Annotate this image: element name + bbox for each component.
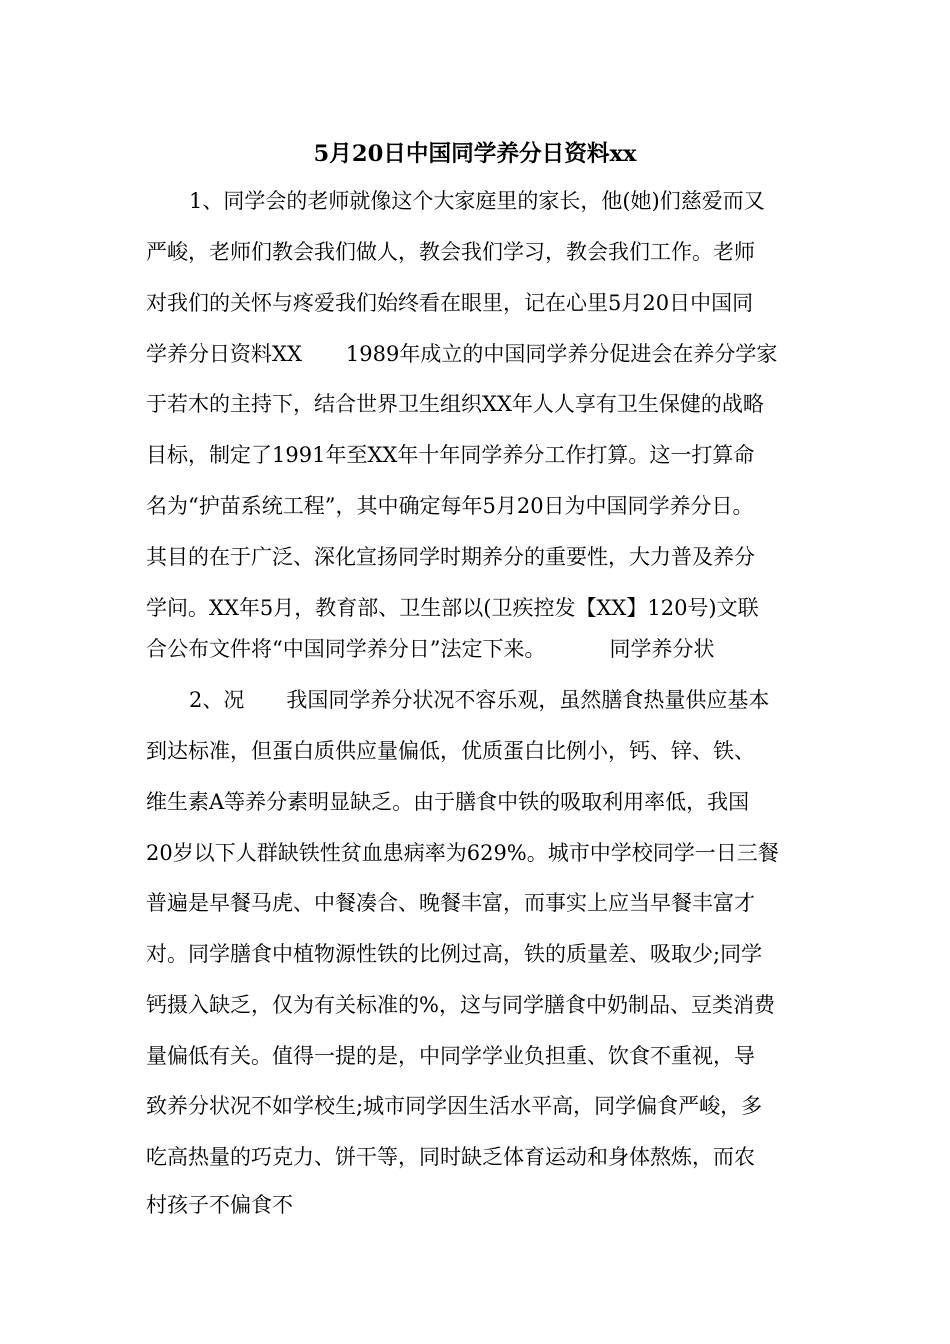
text-line: 其目的在于广泛、深化宣扬同学时期养分的重要性，大力普及养分 (146, 545, 755, 569)
text-line: 吃高热量的巧克力、饼干等，同时缺乏体育运动和身体熬炼，而农 (146, 1145, 755, 1169)
text-line: 钙摄入缺乏，仅为有关标准的%，这与同学膳食中奶制品、豆类消费 (146, 993, 775, 1017)
text-line: 维生素A等养分素明显缺乏。由于膳食中铁的吸取利用率低，我国 (146, 790, 750, 814)
text-segment: 同学养分状 (609, 637, 715, 661)
text-line: 1、同学会的老师就像这个大家庭里的家长，他(她)们慈爱而又 (189, 189, 765, 213)
text-line (146, 634, 714, 664)
text-line: 普遍是早餐马虎、中餐凑合、晚餐丰富，而事实上应当早餐丰富才 (146, 891, 755, 915)
text-segment: 学养分日资料XX (146, 342, 302, 366)
document-title: 5月20日中国同学养分日资料xx (313, 141, 637, 167)
text-line: 目标，制定了1991年至XX年十年同学养分工作打算。这一打算命 (146, 443, 755, 467)
text-line: 名为“护苗系统工程”，其中确定每年5月20日为中国同学养分日。 (146, 494, 754, 518)
text-line (146, 339, 777, 369)
text-line: 于若木的主持下，结合世界卫生组织XX年人人享有卫生保健的战略 (146, 392, 764, 416)
text-line: 致养分状况不如学校生;城市同学因生活水平高，同学偏食严峻，多 (146, 1094, 763, 1118)
text-line (189, 685, 769, 715)
text-line: 严峻，老师们教会我们做人，教会我们学习，教会我们工作。老师 (146, 240, 755, 264)
text-line: 学问。XX年5月，教育部、卫生部以(卫疾控发【XX】120号)文联 (146, 596, 759, 620)
text-segment: 合公布文件将“中国同学养分日”法定下来。 (146, 637, 546, 661)
text-segment: 2、况 (189, 688, 245, 712)
text-line: 对。同学膳食中植物源性铁的比例过高，铁的质量差、吸取少;同学 (146, 942, 763, 966)
text-line: 到达标准，但蛋白质供应量偏低，优质蛋白比例小，钙、锌、铁、 (146, 739, 755, 763)
text-line: 20岁以下人群缺铁性贫血患病率为629%。城市中学校同学一日三餐 (146, 841, 779, 865)
text-segment: 我国同学养分状况不容乐观，虽然膳食热量供应基本 (286, 688, 770, 712)
text-line: 对我们的关怀与疼爱我们始终看在眼里，记在心里5月20日中国同 (146, 291, 754, 315)
text-line: 量偏低有关。值得一提的是，中同学学业负担重、饮食不重视，导 (146, 1044, 755, 1068)
text-segment: 1989年成立的中国同学养分促进会在养分学家 (345, 342, 778, 366)
text-line: 村孩子不偏食不 (146, 1193, 293, 1217)
